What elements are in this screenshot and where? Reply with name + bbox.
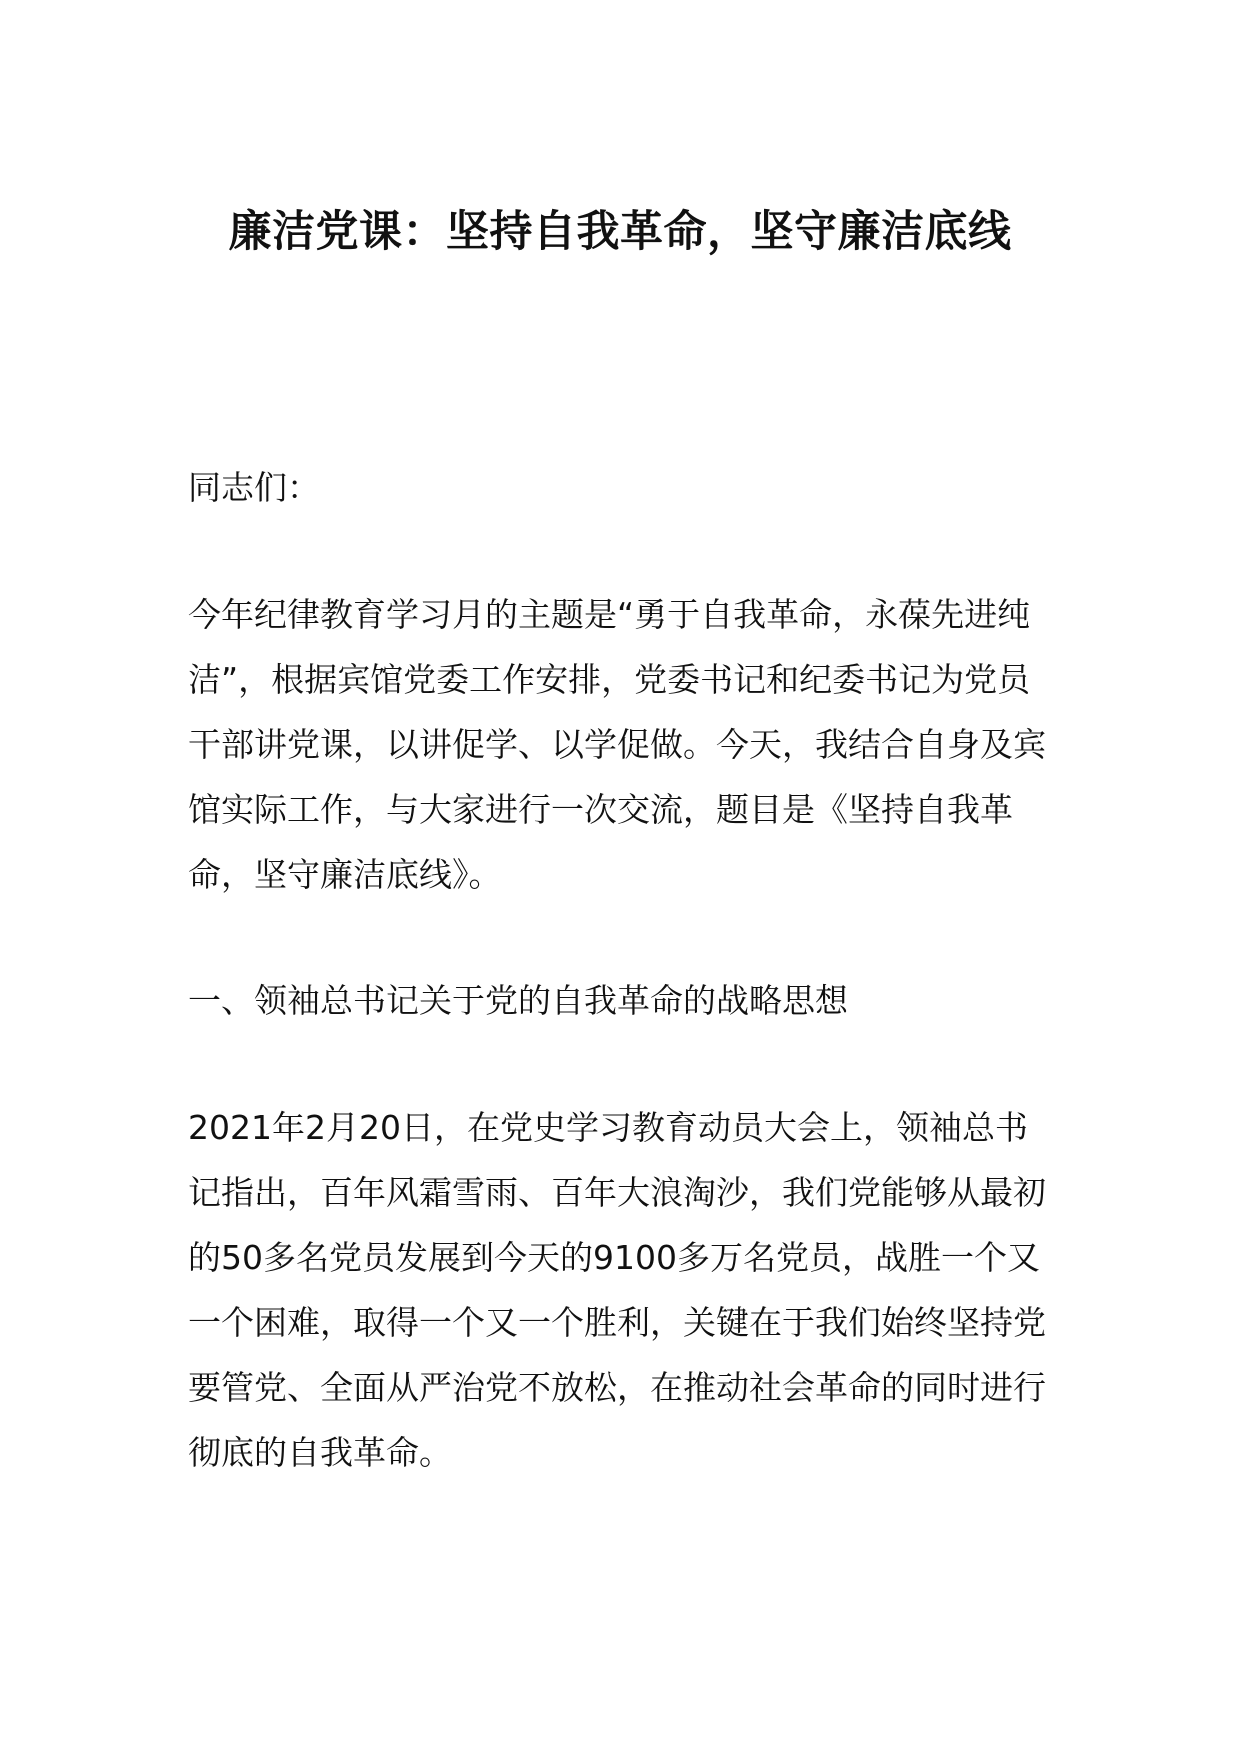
section-heading: 一、领袖总书记关于党的自我革命的战略思想: [188, 981, 848, 1020]
body-paragraph: 2021年2月20日，在党史学习教育动员大会上，领袖总书记指出，百年风霜雪雨、百年大浪淘沙，我们党能够从最初的50多名党员发展到今天的9100多万名党员，战胜一个又一个困难，取得一个又一个胜利，关键在于我们始终坚持党要管党、全面从严治党不放松，在推动社会革命的同时进行彻底的自我革命。: [188, 1108, 1046, 1472]
greeting: 同志们：: [188, 468, 320, 507]
intro-paragraph: 今年纪律教育学习月的主题是“勇于自我革命，永葆先进纯洁”，根据宾馆党委工作安排，党委书记和纪委书记为党员干部讲党课，以讲促学、以学促做。今天，我结合自身及宾馆实际工作，与大家进行一次交流，题目是《坚持自我革命，坚守廉洁底线》。: [188, 595, 1046, 894]
document-title: 廉洁党课：坚持自我革命，坚守廉洁底线: [228, 207, 1012, 257]
